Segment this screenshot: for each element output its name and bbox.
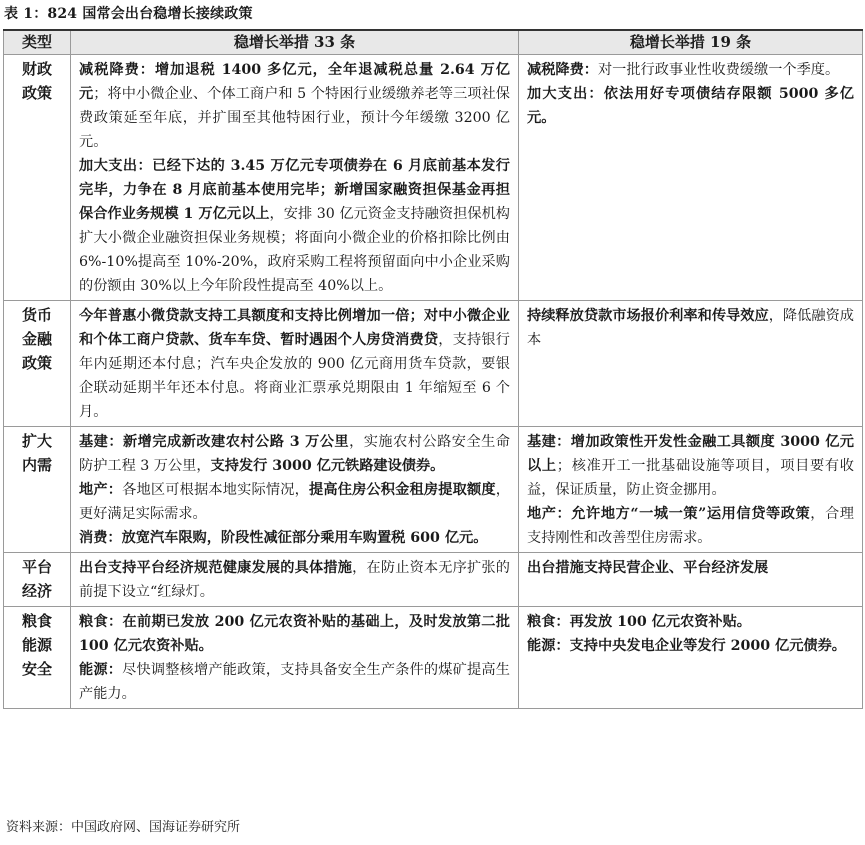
policy-bold-text: 依法用好专项债结存限额 5000 多亿元。: [527, 86, 854, 126]
cell-19-measures: [519, 301, 863, 427]
policy-paragraph: [527, 430, 854, 502]
table-row: [4, 55, 863, 301]
policy-paragraph: [79, 658, 510, 706]
policy-text: ，安排 30 亿元资金支持融资担保机构扩大小微企业融资担保业务规模；将面向小微企业的价格扣除比例由 6%-10%提高至 10%-20%，政府采购工程将预留面向中小企业采购的份额由 30%以上今年阶段性提高至 40%以上。: [79, 206, 510, 294]
cell-33-measures: [71, 553, 519, 607]
policy-bold-text: 在前期已发放 200 亿元农资补贴的基础上，及时发放第二批 100 亿元农资补贴。: [79, 614, 510, 654]
policy-key: 基建：: [527, 434, 571, 450]
policy-text: 尽快调整核增产能政策，支持具备安全生产条件的煤矿提高生产能力。: [79, 662, 510, 702]
policy-text: 对一批行政事业性收费缓缴一个季度。: [597, 62, 840, 78]
policy-key: 消费：: [79, 530, 122, 546]
policy-text: ；核准开工一批基础设施等项目，项目要有收益，保证质量，防止资金挪用。: [527, 458, 854, 498]
policy-text: ，支持银行年内延期还本付息；汽车央企发放的 900 亿元商用货车贷款，要银企联动延期半年还本付息。将商业汇票承兑期限由 1 年缩短至 6 个月。: [79, 332, 510, 420]
policy-paragraph: [527, 58, 854, 82]
row-category: [4, 427, 71, 553]
cell-19-measures: [519, 55, 863, 301]
policy-bold-text: 允许地方“一城一策”运用信贷等政策: [571, 506, 811, 522]
policy-table: [3, 29, 863, 709]
table-header-row: [4, 30, 863, 55]
policy-paragraph: [79, 430, 510, 478]
policy-key: 能源：: [79, 662, 123, 678]
policy-bold-text: 出台措施支持民营企业、平台经济发展: [527, 560, 769, 576]
cell-33-measures: [71, 301, 519, 427]
table-title: 表 1：824 国常会出台稳增长接续政策: [4, 6, 253, 22]
header-type: 类型: [4, 30, 71, 55]
policy-paragraph: [527, 556, 854, 580]
policy-paragraph: [527, 502, 854, 550]
policy-paragraph: [79, 556, 510, 604]
cell-19-measures: [519, 427, 863, 553]
table-row: [4, 427, 863, 553]
policy-bold-text: 再发放 100 亿元农资补贴。: [569, 614, 751, 630]
row-category: [4, 553, 71, 607]
policy-bold-text: 持续释放贷款市场报价利率和传导效应: [527, 308, 769, 324]
policy-key: 粮食：: [527, 614, 570, 630]
policy-bold-text: 今年普惠小微贷款支持工具额度和支持比例增加一倍；对中小微企业和个体工商户贷款、货车车贷、暂时遇困个人房贷消费贷: [79, 308, 510, 348]
policy-text: ，合理支持刚性和改善型住房需求。: [527, 506, 854, 546]
policy-text: 各地区可根据本地实际情况，: [122, 482, 309, 498]
policy-paragraph: [79, 58, 510, 154]
table-row: [4, 301, 863, 427]
cell-19-measures: [519, 553, 863, 607]
policy-key: 粮食：: [79, 614, 123, 630]
cell-33-measures: [71, 427, 519, 553]
category-label: 扩大内需: [21, 432, 52, 474]
category-label: 平台经济: [21, 558, 52, 600]
policy-paragraph: [79, 610, 510, 658]
header-19-measures: 稳增长举措 19 条: [519, 30, 863, 55]
source-note: 资料来源：中国政府网、国海证券研究所: [6, 820, 241, 835]
category-label: 货币金融政策: [21, 306, 52, 372]
policy-paragraph: [79, 526, 510, 550]
policy-key: 加大支出：: [79, 158, 153, 174]
policy-bold-text: 增加政策性开发性金融工具额度 3000 亿元以上: [527, 434, 854, 474]
policy-text: ，实施农村公路安全生命防护工程 3 万公里，: [79, 434, 510, 474]
policy-text: ，在防止资本无序扩张的前提下设立“红绿灯。: [79, 560, 510, 600]
policy-text: ；将中小微企业、个体工商户和 5 个特困行业缓缴养老等三项社保费政策延至年底，并扩围至其他特困行业，预计今年缓缴 3200 亿元。: [79, 86, 510, 150]
policy-key: 减税降费：: [527, 62, 598, 78]
table-row: [4, 553, 863, 607]
policy-key: 地产：: [79, 482, 123, 498]
row-category: [4, 301, 71, 427]
policy-key: 基建：: [79, 434, 124, 450]
policy-paragraph: [527, 610, 854, 634]
policy-paragraph: [79, 304, 510, 424]
category-label: 粮食能源安全: [21, 612, 52, 678]
policy-key: 能源：: [527, 638, 570, 654]
row-category: [4, 55, 71, 301]
policy-key: 加大支出：: [527, 86, 604, 102]
policy-bold-text: 提高住房公积金租房提取额度: [308, 482, 496, 498]
policy-bold-text: 新增完成新改建农村公路 3 万公里: [123, 434, 350, 450]
policy-bold-text: 出台支持平台经济规范健康发展的具体措施: [79, 560, 353, 576]
policy-paragraph: [527, 304, 854, 352]
policy-key: 地产：: [527, 506, 572, 522]
policy-bold-text: 已经下达的 3.45 万亿元专项债券在 6 月底前基本发行完毕，力争在 8 月底前基本使用完毕；新增国家融资担保基金再担保合作业务规模 1 万亿元以上: [79, 158, 510, 222]
cell-19-measures: [519, 607, 863, 709]
table-row: [4, 607, 863, 709]
category-label: 财政政策: [21, 60, 52, 102]
policy-paragraph: [527, 634, 854, 658]
policy-bold-text: 支持发行 3000 亿元铁路建设债券。: [210, 458, 445, 474]
policy-bold-text: 放宽汽车限购，阶段性减征部分乘用车购置税 600 亿元。: [121, 530, 488, 546]
row-category: [4, 607, 71, 709]
policy-paragraph: [79, 478, 510, 526]
header-33-measures: 稳增长举措 33 条: [71, 30, 519, 55]
policy-text: ，降低融资成本: [527, 308, 854, 348]
policy-bold-text: 增加退税 1400 多亿元，全年退减税总量 2.64 万亿元: [79, 62, 510, 102]
policy-text: ，更好满足实际需求。: [79, 482, 510, 522]
policy-paragraph: [79, 154, 510, 298]
policy-paragraph: [527, 82, 854, 130]
cell-33-measures: [71, 607, 519, 709]
cell-33-measures: [71, 55, 519, 301]
policy-bold-text: 支持中央发电企业等发行 2000 亿元债券。: [569, 638, 846, 654]
policy-key: 减税降费：: [79, 62, 155, 78]
